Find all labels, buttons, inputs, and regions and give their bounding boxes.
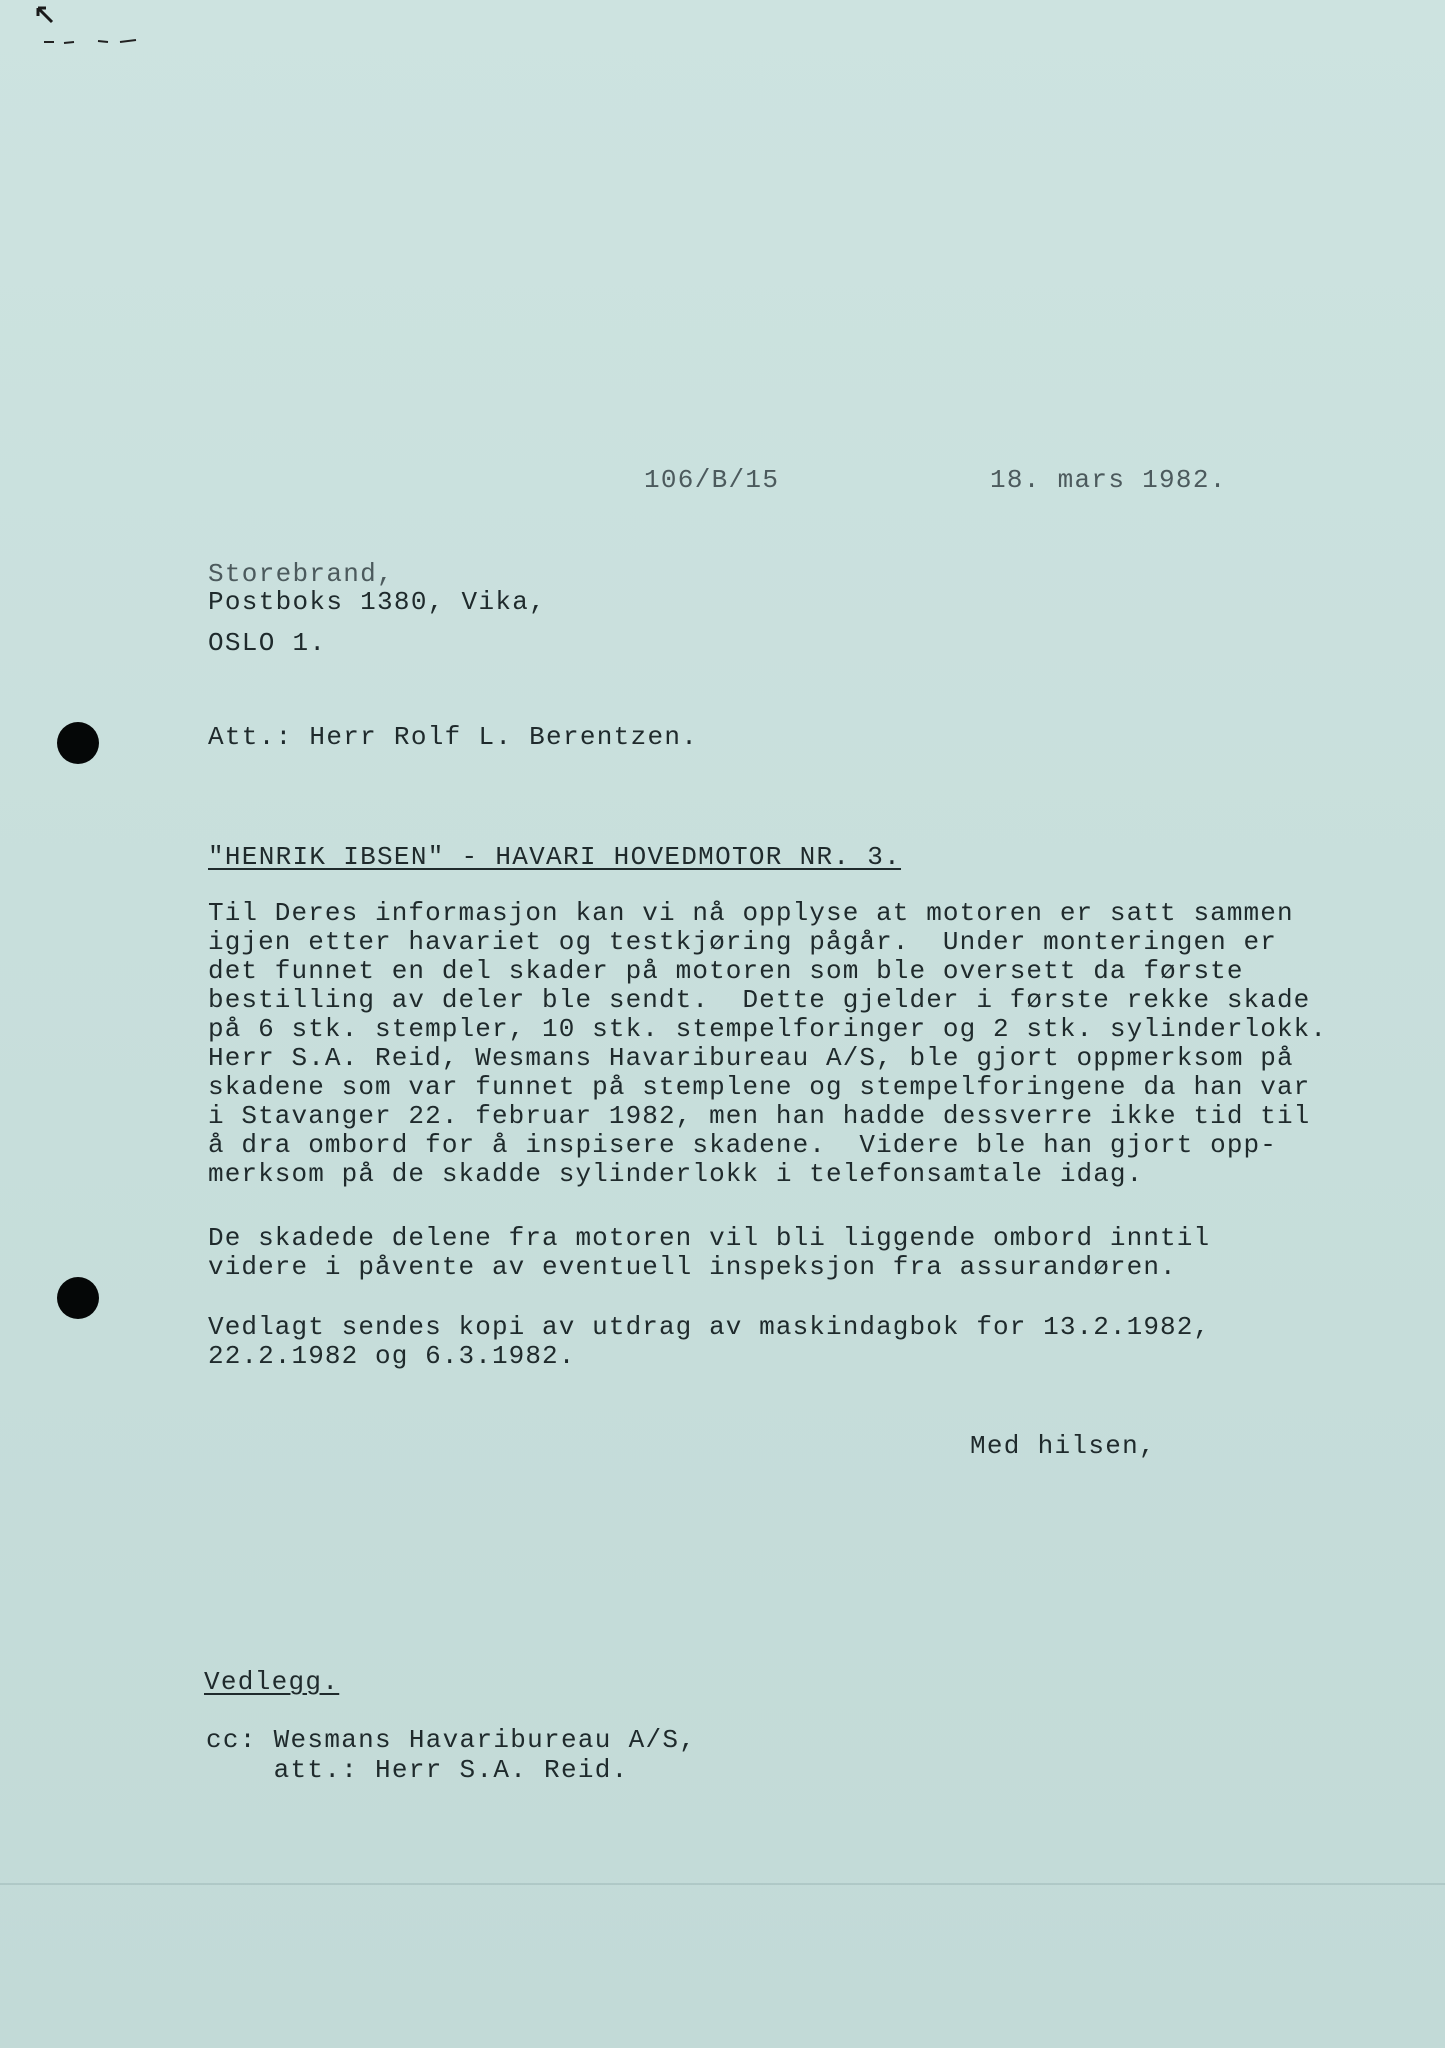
body-line: skadene som var funnet på stemplene og stempelforingene da han var xyxy=(208,1072,1311,1102)
reference-number: 106/B/15 xyxy=(644,465,780,495)
closing: Med hilsen, xyxy=(970,1431,1156,1461)
body-line: Vedlagt sendes kopi av utdrag av maskindagbok for 13.2.1982, xyxy=(208,1312,1211,1342)
corner-mark-icon xyxy=(36,6,54,24)
body-line: Til Deres informasjon kan vi nå opplyse at motoren er satt sammen xyxy=(208,898,1294,928)
body-line: det funnet en del skader på motoren som ble oversett da første xyxy=(208,956,1244,986)
cc-line: cc: Wesmans Havaribureau A/S, xyxy=(206,1725,697,1755)
body-line: merksom på de skadde sylinderlokk i telefonsamtale idag. xyxy=(208,1159,1144,1189)
body-line: De skadede delene fra motoren vil bli liggende ombord inntil xyxy=(208,1223,1211,1253)
recipient-name: Storebrand, xyxy=(208,559,394,589)
cc-attention: att.: Herr S.A. Reid. xyxy=(206,1755,629,1785)
punch-hole-icon xyxy=(57,1277,99,1319)
scribble-mark-icon xyxy=(40,34,140,48)
body-line: bestilling av deler ble sendt. Dette gjelder i første rekke skade xyxy=(208,985,1311,1015)
enclosure-label: Vedlegg. xyxy=(204,1667,340,1697)
body-line: 22.2.1982 og 6.3.1982. xyxy=(208,1341,576,1371)
punch-hole-icon xyxy=(57,722,99,764)
body-line: videre i påvente av eventuell inspeksjon fra assurandøren. xyxy=(208,1252,1177,1282)
fold-line xyxy=(0,1883,1445,1885)
body-line: igjen etter havariet og testkjøring pågår. Under monteringen er xyxy=(208,927,1277,957)
body-line: å dra ombord for å inspisere skadene. Videre ble han gjort opp- xyxy=(208,1130,1277,1160)
recipient-postbox: Postboks 1380, Vika, xyxy=(208,587,547,617)
attention-line: Att.: Herr Rolf L. Berentzen. xyxy=(208,722,699,752)
recipient-city: OSLO 1. xyxy=(208,628,327,658)
letter-date: 18. mars 1982. xyxy=(990,465,1227,495)
body-line: i Stavanger 22. februar 1982, men han hadde dessverre ikke tid til xyxy=(208,1101,1311,1131)
subject-line: "HENRIK IBSEN" - HAVARI HOVEDMOTOR NR. 3. xyxy=(208,842,902,872)
body-line: på 6 stk. stempler, 10 stk. stempelforinger og 2 stk. sylinderlokk. xyxy=(208,1014,1328,1044)
body-line: Herr S.A. Reid, Wesmans Havaribureau A/S, ble gjort oppmerksom på xyxy=(208,1043,1294,1073)
